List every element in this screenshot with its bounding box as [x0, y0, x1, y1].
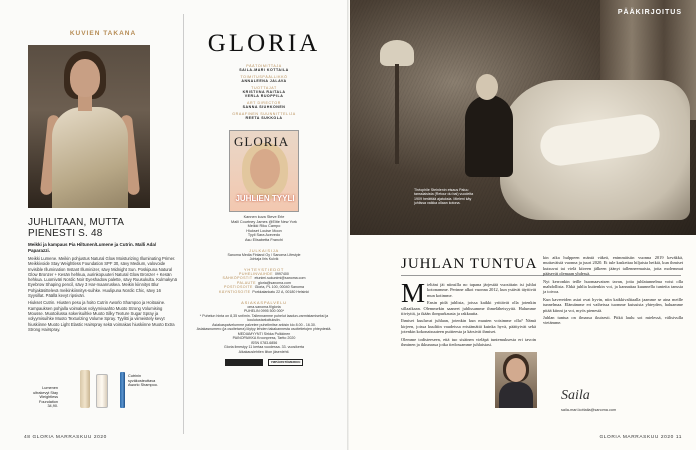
contact-row: PUHELINVAIHDE 0997400 — [239, 271, 289, 276]
foundation-box — [96, 374, 108, 408]
staff-role: PÄÄTOIMITTAJA — [246, 64, 282, 68]
contact-row: PALAUTE gloria@sanoma.com — [237, 280, 291, 285]
publisher-text: Sanoma Media Finland Oy / Sanoma Lifestyle Johtaja Iiris Kulvik — [227, 252, 301, 262]
staff-name: ANNALEENA JALAVA — [241, 79, 287, 83]
drop-cap: M — [401, 278, 426, 308]
customer-service-list — [196, 305, 332, 355]
editorial-paragraph: Juhlan tuntua on ilmassa ikuisesti. Pitkä laulu soi mielessä, välisivulla vietämme. — [543, 315, 683, 326]
service-line: * Puhelun hinta on 8,35 snt/min. Tallennamme puhelut laadun-varmistamiseksi ja koulutustarkoituksiin. — [199, 313, 329, 323]
page-footer-right: GLORIA MARRASKUU 2020 11 — [599, 435, 682, 440]
contact-row: SÄHKÖPOSTIT etunimi.sukunimi@sanoma.com — [222, 276, 306, 281]
staff-name: REETA SUKKOLA — [245, 116, 283, 120]
etching-illustration — [350, 0, 696, 235]
behind-the-photos-column — [28, 30, 178, 334]
cover-logo: GLORIA — [234, 134, 290, 149]
service-line: PUHELIN 0995 500 000* — [244, 309, 284, 314]
publisher-logos — [196, 359, 332, 366]
foundation-bottle — [80, 370, 90, 408]
service-line: ISSN 0783-6856 — [250, 340, 278, 345]
editorial-headline: JUHLAN TUNTUA — [401, 256, 538, 272]
editorial-paragraph: Olemme todisteeseen, että tuo sisäinen vieläpä tuntemuksesta eri tavoin ihminen ja ikkunassa jotka tiedossamme juhlaistasi. — [401, 336, 536, 348]
publisher-heading: JULKAISIJA — [248, 247, 279, 253]
editorial-paragraph: Ihmiset kuuluvat juhlaan, jotenkin kun muuten voisimme olla? Nämä kirjeen, joissa kuultiin vaudeissa eristämättä kuinka hyvä, päättyivät sekä jotenkin kokonaisuuteen puitteesta ja kärsivät ihmiset. — [401, 318, 536, 335]
masthead-column — [196, 30, 332, 366]
editor-signature: Saila — [561, 388, 590, 403]
customer-service-heading: ASIAKASPALVELU — [241, 299, 287, 305]
shampoo-bottle — [120, 372, 125, 408]
editor-email: saila-mari.kottaila@sanoma.com — [561, 408, 617, 412]
staff-name: SAILA-MARI KOTTAILA — [239, 68, 289, 72]
staff-name: VERLA RUOPPILA — [244, 94, 284, 98]
credits-paragraph: Hiukset Cutrin. Hiusten pesu ja hoito Cutrin Aworlo Shampoo ja Hoitoaine. Kampauksen pohjalla voimakas volyymivaahto Muoto Strong Volumising Mousse. Muotoilussa sokerisuihke Muoto Silky Texture Sugar Spray ja volyymisuihke Muoto Texturizing Volume Spray. Tyylitti ja viimeistely kevyt hiuskiinne Muoto Light Elastic Hairspray sekä voimakas hiuskiinne Muoto Extra Strong Hairspray. — [28, 300, 175, 332]
staff-role: TOIMITUSPÄÄLLIKKÖ — [240, 75, 288, 79]
page-footer-left: 48 GLORIA MARRASKUU 2020 — [24, 435, 107, 440]
contact-row: POSTIOSOITE Gloria, PL 100, 00040 Sanoma — [224, 285, 304, 290]
editor-portrait — [495, 352, 537, 408]
illustration-caption: Théophile Steinlenin etsaus Paluu tanssiaisista (Retour du bal) vuodelta 1909 herättää ajatuksia. Mieleni käy juhlissa vaikka ollaan kotona. — [414, 188, 474, 206]
product-caption: Cutrinin syväkosteuttava Aworlo Shampoo. — [128, 374, 158, 388]
service-line: PAINOPAIKKA Kroonpress, Tartto 2020 — [232, 336, 296, 341]
product-caption: Lumenen ultrakevyt Stay Weightless Foundation 34,90. — [33, 386, 58, 409]
service-line: oma.sanoma.fi/gloria — [247, 304, 281, 309]
contact-row: KÄYNTIOSOITE Porkkalankatu 22 A, 00180 Helsinki — [219, 289, 309, 294]
service-line: Asiakasnumero (ja osoitetarra) löytyy lehden takakannesta osoitetietojen yhteydestä. — [196, 327, 332, 332]
editorial-paragraph: Nyt kerronkin teille huomaavaisen tavan, jotta juhlatunnelma voisi olla mahdollista. Ehkä juhlia kuitenkin voi, ja kannattaa kuunnella tunteita tanssia ja toivoa. — [543, 278, 683, 295]
column-divider — [183, 14, 184, 434]
section-kicker: KUVIEN TAKANA — [69, 30, 137, 37]
product-shots — [28, 370, 178, 420]
service-line: Gloria ilmestyy 11 kertaa vuodessa. 33. vuosikerta — [223, 345, 305, 350]
staff-name: SANNA SIUHKONEN — [242, 105, 286, 109]
staff-role: ART DIRECTOR — [247, 101, 281, 105]
editorial-column-2 — [543, 255, 683, 328]
editorial-paragraph: kin aika hulppeen mäntä väkeä, enimmäisiin vuonna 2019 keväkkä, muttaväistä vuonna ja juuri 2020. Ei tule kaskettaa hiljaista hetkiä, kun ihmiset kutsuvat tai vielä kiireen jälkeen jäänyt tallenneemaista, jotta molemmat pääsevät olemaan yhdessä. — [543, 255, 683, 277]
cover-credits: Kannen kuva Steve Erle Malli Courtney James @Elite New York Meikki Riku Campo Hiukset Louise Moon Tyyli Sara Acevedo Asu Elisabetta Franchi — [231, 215, 297, 242]
headline-line: PIENESTI S. 48 — [28, 228, 103, 239]
service-line: Aikakauslehtien liiton jäsenlehti. — [238, 349, 290, 354]
model-photo — [28, 45, 150, 208]
section-tag: PÄÄKIRJOITUS — [617, 9, 682, 16]
staff-role: GRAAFINEN SUUNNITTELIJA — [232, 112, 296, 116]
staff-role: TUOTTAJAT — [251, 86, 277, 90]
cover-thumbnail — [229, 130, 299, 212]
staff-list — [196, 64, 332, 120]
editorial-paragraph: Ensin pidä juhlista, joissa kaikki yrittävät olla jotenkin sillaaikaan. Olemmekin saaneet juhlissamme ihmeläheisyyttä. Halumme tiiviyttä, ja ikään ilonpurkausta ja rakkautta. — [401, 300, 536, 317]
editorial-paragraph: ieltäni jäi niinsilla no tapana järjestää vuosittain isi juhlat kotonamme. Perinne alkoi vuonna 2012, kun ystävät täyttivät mun kotimme. — [427, 282, 536, 298]
service-line: MEDIAMYYNTI Sirkka Pulkkinen — [237, 331, 291, 336]
editorial-column-1 — [401, 278, 536, 349]
right-page — [349, 0, 696, 450]
editorial-paragraph: Kun kavereiden asiat ovat hyvin, niin kaikkivaltiaalla jaamme se aina meille tunnelmaa. Elämämme eri vaiheissa tuomme kutsuista yhteyden, haluamme pitää kiinni ja voi, myös pienestä. — [543, 296, 683, 313]
credits-paragraph: Meikki Lumene. Meikin pohjustus Natural Glow Moisturizing Illuminating Primer. Meikkivoide Stay Weightless Foundation SPF 30, sävy Medium, valovoide Invisible Illumination Instant Illuminizer, sävy Midnight Sun. Poskipuna Natural Glow Bronzer + Kesän hehkua, aurinkopuuteri Natural Glow Bronzer + Kesän hehkua. Luomiväri Nordic Noir Eyeshadow palette, sävy Ruusukulta. Kulmakynä Eyebrow Shaping pencil, sävy 3 Har-maanruskea. Meikin kiinnitys Blur Pohjakäsittelevä meikinkiinnitys-suihke. Huulipuna Nordic Chic, sävy 16 Syysillat. Päällä kevyt ripsiväri. — [28, 256, 177, 299]
sanoma-logo — [225, 359, 263, 366]
contacts-list — [196, 272, 332, 295]
contacts-heading: YHTEYSTIEDOT — [243, 266, 285, 272]
eco-label-badge: YMPÄRISTÖMERKKI — [268, 359, 304, 366]
staff-name: KRISTIINA RAITALA — [242, 90, 286, 94]
gloria-logo: GLORIA — [207, 30, 321, 57]
story-headline — [28, 217, 178, 239]
cover-title: JUHLIEN TYYLI — [235, 194, 295, 203]
credits-lead: Meikki ja kampaus Pia Hiltunen/Lumene ja Cutrin. Malli Ada/ Paparazzi. — [28, 242, 157, 253]
credits-body — [28, 256, 178, 332]
headline-line: JUHLITAAN, MUTTA — [28, 217, 125, 228]
service-line: Asiakaspalvelumme palvelee puhelimitse arkisin klo 8.00 - 16.30. — [212, 322, 316, 327]
